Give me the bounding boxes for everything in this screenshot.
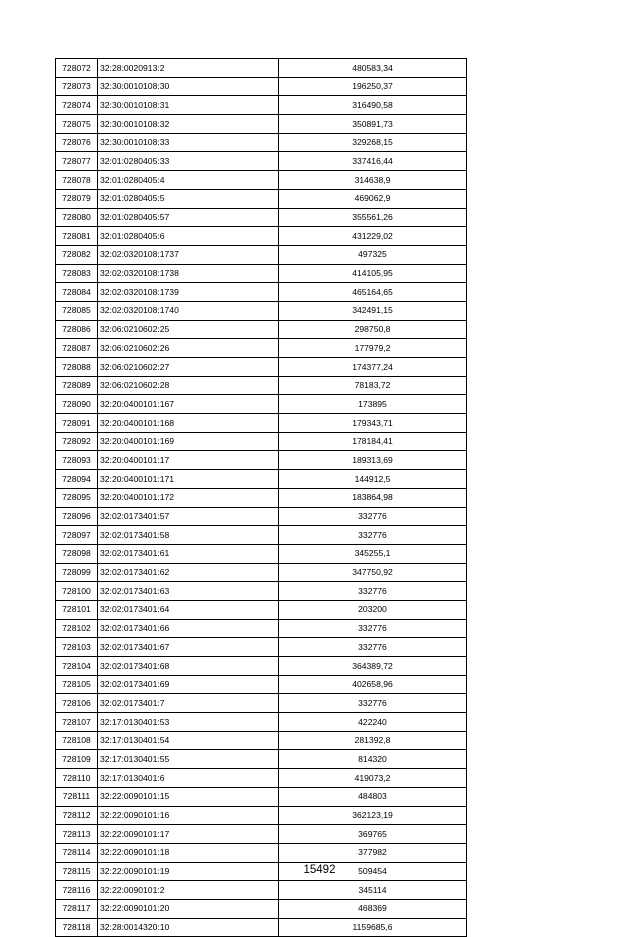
value-cell: 179343,71 bbox=[279, 414, 467, 433]
value-cell: 347750,92 bbox=[279, 563, 467, 582]
row-id-cell: 728090 bbox=[56, 395, 98, 414]
cadastral-number-cell: 32:17:0130401:53 bbox=[98, 713, 279, 732]
table-row bbox=[56, 544, 467, 563]
row-id-cell: 728074 bbox=[56, 96, 98, 115]
row-id-cell: 728118 bbox=[56, 918, 98, 937]
table-row bbox=[56, 619, 467, 638]
cadastral-number-cell: 32:02:0173401:61 bbox=[98, 544, 279, 563]
row-id-cell: 728080 bbox=[56, 208, 98, 227]
cadastral-number-cell: 32:20:0400101:171 bbox=[98, 470, 279, 489]
table-row bbox=[56, 264, 467, 283]
table-row bbox=[56, 600, 467, 619]
row-id-cell: 728109 bbox=[56, 750, 98, 769]
table-row bbox=[56, 918, 467, 937]
cadastral-number-cell: 32:01:0280405:33 bbox=[98, 152, 279, 171]
value-cell: 422240 bbox=[279, 713, 467, 732]
value-cell: 337416,44 bbox=[279, 152, 467, 171]
table-row bbox=[56, 563, 467, 582]
value-cell: 332776 bbox=[279, 507, 467, 526]
value-cell: 183864,98 bbox=[279, 488, 467, 507]
table-row bbox=[56, 414, 467, 433]
value-cell: 414105,95 bbox=[279, 264, 467, 283]
cadastral-number-cell: 32:02:0173401:63 bbox=[98, 582, 279, 601]
row-id-cell: 728086 bbox=[56, 320, 98, 339]
row-id-cell: 728079 bbox=[56, 189, 98, 208]
row-id-cell: 728112 bbox=[56, 806, 98, 825]
table-row bbox=[56, 376, 467, 395]
row-id-cell: 728081 bbox=[56, 227, 98, 246]
cadastral-number-cell: 32:02:0173401:62 bbox=[98, 563, 279, 582]
table-row bbox=[56, 470, 467, 489]
row-id-cell: 728102 bbox=[56, 619, 98, 638]
table-row bbox=[56, 488, 467, 507]
cadastral-number-cell: 32:17:0130401:55 bbox=[98, 750, 279, 769]
row-id-cell: 728083 bbox=[56, 264, 98, 283]
row-id-cell: 728110 bbox=[56, 769, 98, 788]
table-row bbox=[56, 806, 467, 825]
table-row bbox=[56, 96, 467, 115]
cadastral-number-cell: 32:17:0130401:54 bbox=[98, 731, 279, 750]
value-cell: 364389,72 bbox=[279, 657, 467, 676]
cadastral-number-cell: 32:20:0400101:172 bbox=[98, 488, 279, 507]
value-cell: 78183,72 bbox=[279, 376, 467, 395]
row-id-cell: 728114 bbox=[56, 843, 98, 862]
value-cell: 468369 bbox=[279, 899, 467, 918]
row-id-cell: 728085 bbox=[56, 301, 98, 320]
value-cell: 332776 bbox=[279, 526, 467, 545]
row-id-cell: 728113 bbox=[56, 825, 98, 844]
row-id-cell: 728107 bbox=[56, 713, 98, 732]
table-row bbox=[56, 713, 467, 732]
value-cell: 173895 bbox=[279, 395, 467, 414]
table-row bbox=[56, 694, 467, 713]
table-row bbox=[56, 899, 467, 918]
table-row bbox=[56, 675, 467, 694]
value-cell: 298750,8 bbox=[279, 320, 467, 339]
cadastral-number-cell: 32:22:0090101:17 bbox=[98, 825, 279, 844]
row-id-cell: 728093 bbox=[56, 451, 98, 470]
table-row bbox=[56, 227, 467, 246]
table-row bbox=[56, 395, 467, 414]
cadastral-number-cell: 32:02:0173401:58 bbox=[98, 526, 279, 545]
value-cell: 484803 bbox=[279, 787, 467, 806]
value-cell: 189313,69 bbox=[279, 451, 467, 470]
table-row bbox=[56, 881, 467, 900]
row-id-cell: 728097 bbox=[56, 526, 98, 545]
cadastral-number-cell: 32:28:0020913:2 bbox=[98, 59, 279, 78]
value-cell: 469062,9 bbox=[279, 189, 467, 208]
value-cell: 174377,24 bbox=[279, 358, 467, 377]
row-id-cell: 728084 bbox=[56, 283, 98, 302]
cadastral-number-cell: 32:22:0090101:19 bbox=[98, 862, 279, 881]
cadastral-number-cell: 32:02:0320108:1740 bbox=[98, 301, 279, 320]
value-cell: 314638,9 bbox=[279, 171, 467, 190]
row-id-cell: 728075 bbox=[56, 115, 98, 134]
table-row bbox=[56, 171, 467, 190]
value-cell: 369765 bbox=[279, 825, 467, 844]
row-id-cell: 728103 bbox=[56, 638, 98, 657]
table-row bbox=[56, 245, 467, 264]
row-id-cell: 728088 bbox=[56, 358, 98, 377]
cadastral-number-cell: 32:01:0280405:57 bbox=[98, 208, 279, 227]
row-id-cell: 728115 bbox=[56, 862, 98, 881]
row-id-cell: 728076 bbox=[56, 133, 98, 152]
row-id-cell: 728106 bbox=[56, 694, 98, 713]
table-row bbox=[56, 787, 467, 806]
cadastral-number-cell: 32:30:0010108:30 bbox=[98, 77, 279, 96]
cadastral-number-cell: 32:30:0010108:31 bbox=[98, 96, 279, 115]
row-id-cell: 728101 bbox=[56, 600, 98, 619]
value-cell: 281392,8 bbox=[279, 731, 467, 750]
row-id-cell: 728078 bbox=[56, 171, 98, 190]
row-id-cell: 728111 bbox=[56, 787, 98, 806]
value-cell: 509454 bbox=[279, 862, 467, 881]
row-id-cell: 728077 bbox=[56, 152, 98, 171]
value-cell: 345255,1 bbox=[279, 544, 467, 563]
value-cell: 332776 bbox=[279, 619, 467, 638]
table-row bbox=[56, 843, 467, 862]
cadastral-number-cell: 32:02:0173401:57 bbox=[98, 507, 279, 526]
cadastral-number-cell: 32:30:0010108:32 bbox=[98, 115, 279, 134]
row-id-cell: 728096 bbox=[56, 507, 98, 526]
value-cell: 316490,58 bbox=[279, 96, 467, 115]
table-row bbox=[56, 750, 467, 769]
table-row bbox=[56, 77, 467, 96]
cadastral-number-cell: 32:02:0173401:67 bbox=[98, 638, 279, 657]
table-row bbox=[56, 451, 467, 470]
row-id-cell: 728094 bbox=[56, 470, 98, 489]
value-cell: 203200 bbox=[279, 600, 467, 619]
value-cell: 332776 bbox=[279, 582, 467, 601]
cadastral-number-cell: 32:06:0210602:28 bbox=[98, 376, 279, 395]
table-row bbox=[56, 320, 467, 339]
row-id-cell: 728073 bbox=[56, 77, 98, 96]
value-cell: 332776 bbox=[279, 638, 467, 657]
row-id-cell: 728089 bbox=[56, 376, 98, 395]
table-row bbox=[56, 507, 467, 526]
value-cell: 480583,34 bbox=[279, 59, 467, 78]
cadastral-number-cell: 32:02:0173401:7 bbox=[98, 694, 279, 713]
data-table bbox=[55, 58, 467, 937]
value-cell: 345114 bbox=[279, 881, 467, 900]
row-id-cell: 728082 bbox=[56, 245, 98, 264]
value-cell: 350891,73 bbox=[279, 115, 467, 134]
row-id-cell: 728108 bbox=[56, 731, 98, 750]
cadastral-number-cell: 32:02:0173401:66 bbox=[98, 619, 279, 638]
value-cell: 178184,41 bbox=[279, 432, 467, 451]
table-row bbox=[56, 731, 467, 750]
row-id-cell: 728104 bbox=[56, 657, 98, 676]
table-row bbox=[56, 189, 467, 208]
cadastral-number-cell: 32:02:0320108:1737 bbox=[98, 245, 279, 264]
page-number: 15492 bbox=[303, 864, 336, 876]
value-cell: 144912,5 bbox=[279, 470, 467, 489]
value-cell: 814320 bbox=[279, 750, 467, 769]
table-row bbox=[56, 301, 467, 320]
cadastral-number-cell: 32:22:0090101:16 bbox=[98, 806, 279, 825]
cadastral-number-cell: 32:28:0014320:10 bbox=[98, 918, 279, 937]
value-cell: 355561,26 bbox=[279, 208, 467, 227]
row-id-cell: 728117 bbox=[56, 899, 98, 918]
cadastral-number-cell: 32:20:0400101:169 bbox=[98, 432, 279, 451]
row-id-cell: 728100 bbox=[56, 582, 98, 601]
table-row bbox=[56, 358, 467, 377]
table-row bbox=[56, 283, 467, 302]
row-id-cell: 728092 bbox=[56, 432, 98, 451]
cadastral-number-cell: 32:02:0173401:69 bbox=[98, 675, 279, 694]
value-cell: 431229,02 bbox=[279, 227, 467, 246]
value-cell: 402658,96 bbox=[279, 675, 467, 694]
row-id-cell: 728098 bbox=[56, 544, 98, 563]
table-row bbox=[56, 582, 467, 601]
cadastral-number-cell: 32:22:0090101:2 bbox=[98, 881, 279, 900]
value-cell: 465164,65 bbox=[279, 283, 467, 302]
cadastral-number-cell: 32:02:0320108:1739 bbox=[98, 283, 279, 302]
value-cell: 177979,2 bbox=[279, 339, 467, 358]
value-cell: 329268,15 bbox=[279, 133, 467, 152]
table-row bbox=[56, 208, 467, 227]
table-row bbox=[56, 152, 467, 171]
cadastral-number-cell: 32:01:0280405:4 bbox=[98, 171, 279, 190]
cadastral-number-cell: 32:20:0400101:17 bbox=[98, 451, 279, 470]
table-row bbox=[56, 638, 467, 657]
cadastral-number-cell: 32:01:0280405:6 bbox=[98, 227, 279, 246]
table-row bbox=[56, 526, 467, 545]
table-row bbox=[56, 769, 467, 788]
row-id-cell: 728099 bbox=[56, 563, 98, 582]
cadastral-number-cell: 32:22:0090101:15 bbox=[98, 787, 279, 806]
table-row bbox=[56, 432, 467, 451]
cadastral-number-cell: 32:06:0210602:25 bbox=[98, 320, 279, 339]
cadastral-number-cell: 32:22:0090101:18 bbox=[98, 843, 279, 862]
table-body bbox=[56, 59, 467, 937]
value-cell: 419073,2 bbox=[279, 769, 467, 788]
cadastral-number-cell: 32:30:0010108:33 bbox=[98, 133, 279, 152]
row-id-cell: 728072 bbox=[56, 59, 98, 78]
value-cell: 497325 bbox=[279, 245, 467, 264]
cadastral-number-cell: 32:20:0400101:167 bbox=[98, 395, 279, 414]
value-cell: 377982 bbox=[279, 843, 467, 862]
cadastral-number-cell: 32:01:0280405:5 bbox=[98, 189, 279, 208]
value-cell: 196250,37 bbox=[279, 77, 467, 96]
cadastral-number-cell: 32:20:0400101:168 bbox=[98, 414, 279, 433]
cadastral-number-cell: 32:02:0320108:1738 bbox=[98, 264, 279, 283]
cadastral-number-cell: 32:02:0173401:64 bbox=[98, 600, 279, 619]
table-row bbox=[56, 133, 467, 152]
row-id-cell: 728087 bbox=[56, 339, 98, 358]
table-row bbox=[56, 339, 467, 358]
row-id-cell: 728116 bbox=[56, 881, 98, 900]
table-row bbox=[56, 825, 467, 844]
cadastral-number-cell: 32:02:0173401:68 bbox=[98, 657, 279, 676]
cadastral-number-cell: 32:22:0090101:20 bbox=[98, 899, 279, 918]
table-row bbox=[56, 115, 467, 134]
row-id-cell: 728091 bbox=[56, 414, 98, 433]
table-row bbox=[56, 657, 467, 676]
value-cell: 342491,15 bbox=[279, 301, 467, 320]
cadastral-number-cell: 32:06:0210602:26 bbox=[98, 339, 279, 358]
value-cell: 332776 bbox=[279, 694, 467, 713]
value-cell: 362123,19 bbox=[279, 806, 467, 825]
cadastral-number-cell: 32:06:0210602:27 bbox=[98, 358, 279, 377]
cadastral-number-cell: 32:17:0130401:6 bbox=[98, 769, 279, 788]
table-row bbox=[56, 59, 467, 78]
row-id-cell: 728105 bbox=[56, 675, 98, 694]
row-id-cell: 728095 bbox=[56, 488, 98, 507]
value-cell: 1159685,6 bbox=[279, 918, 467, 937]
